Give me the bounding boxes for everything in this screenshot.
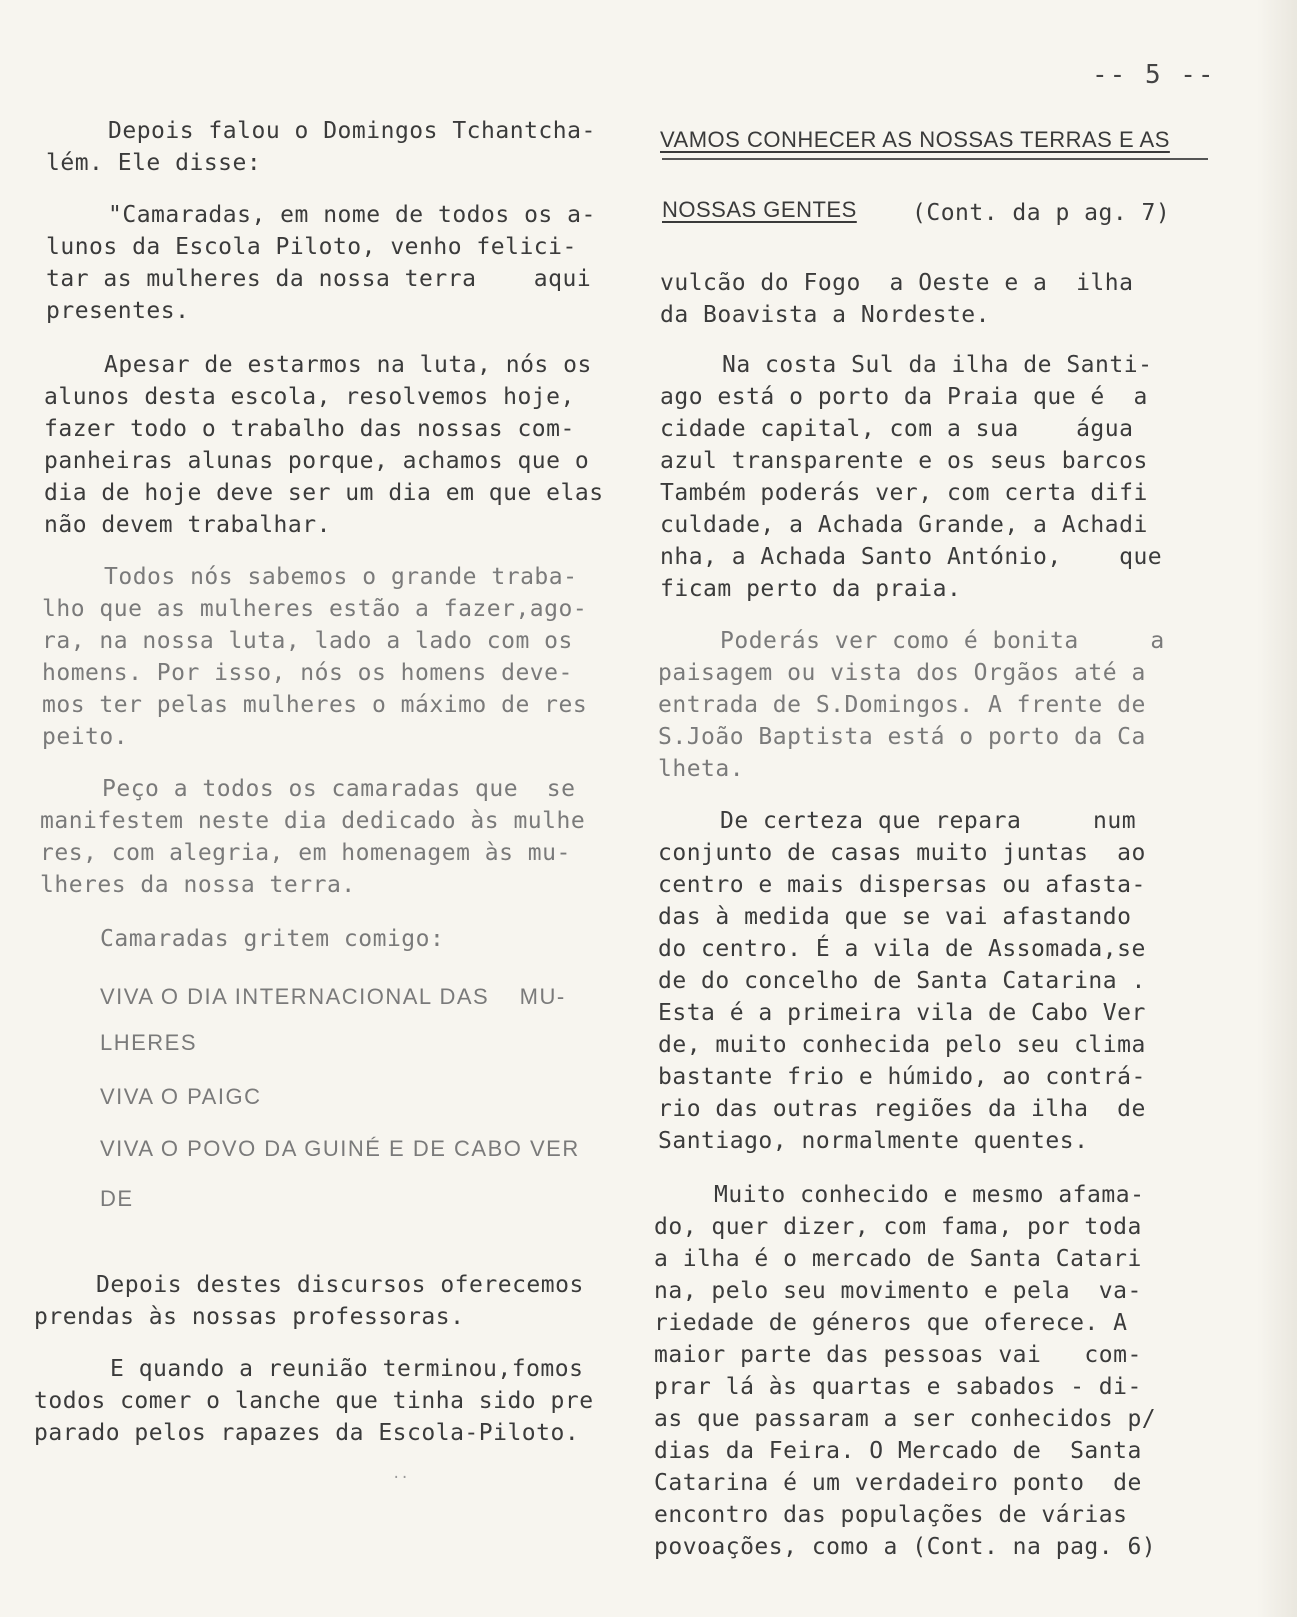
text-line: res, com alegria, em homenagem às mu- (40, 840, 571, 866)
text-line: de, muito conhecida pelo seu clima (658, 1032, 1146, 1058)
text-line: S.João Baptista está o porto da Ca (658, 724, 1146, 750)
text-line: mos ter pelas mulheres o máximo de res (42, 692, 588, 718)
text-line: não devem trabalhar. (44, 512, 331, 538)
text-line: encontro das populações de várias (654, 1502, 1128, 1528)
text-line: presentes. (46, 298, 190, 324)
decorative-dots: ·· (392, 1470, 409, 1486)
text-line: manifestem neste dia dedicado às mulhe (40, 808, 586, 834)
article-heading: VAMOS CONHECER AS NOSSAS TERRAS E AS (660, 127, 1170, 152)
page-edge-shadow (1257, 0, 1297, 1617)
cheer-line: VIVA O POVO DA GUINÉ E DE CABO VER (100, 1136, 580, 1161)
text-line: as que passaram a ser conhecidos p/ (654, 1406, 1157, 1432)
text-line: Todos nós sabemos o grande traba- (104, 564, 578, 590)
text-line: Depois destes discursos oferecemos (96, 1272, 584, 1298)
text-line: dia de hoje deve ser um dia em que elas (44, 480, 604, 506)
text-line: lém. Ele disse: (46, 150, 262, 176)
text-line: ra, na nossa luta, lado a lado com os (42, 628, 573, 654)
text-line: bastante frio e húmido, ao contrá- (658, 1064, 1146, 1090)
text-line: rio das outras regiões da ilha de (658, 1096, 1146, 1122)
text-line: todos comer o lanche que tinha sido pre (34, 1388, 594, 1414)
text-line: homens. Por isso, nós os homens deve- (42, 660, 573, 686)
text-line: conjunto de casas muito juntas ao (658, 840, 1146, 866)
text-line: Esta é a primeira vila de Cabo Ver (658, 1000, 1146, 1026)
page-number: -- 5 -- (1092, 60, 1216, 90)
text-line: peito. (42, 724, 129, 750)
text-line: Camaradas gritem comigo: (100, 926, 445, 952)
text-line: Catarina é um verdadeiro ponto de (654, 1470, 1142, 1496)
text-line: ago está o porto da Praia que é a (660, 384, 1148, 410)
text-line: lunos da Escola Piloto, venho felici- (46, 234, 577, 260)
text-line: fazer todo o trabalho das nossas com- (44, 416, 575, 442)
text-line: do centro. É a vila de Assomada,se (658, 936, 1146, 962)
text-line: E quando a reunião terminou,fomos (110, 1356, 584, 1382)
text-line: cidade capital, com a sua água (660, 416, 1134, 442)
text-line: tar as mulheres da nossa terra aqui (46, 266, 592, 292)
text-line: prar lá às quartas e sabados - di- (654, 1374, 1142, 1400)
text-line: do, quer dizer, com fama, por toda (654, 1214, 1142, 1240)
text-line: dias da Feira. O Mercado de Santa (654, 1438, 1142, 1464)
cheer-line: LHERES (100, 1030, 198, 1055)
text-line: Apesar de estarmos na luta, nós os (104, 352, 592, 378)
text-line: Na costa Sul da ilha de Santi- (722, 352, 1153, 378)
text-line: centro e mais dispersas ou afasta- (658, 872, 1146, 898)
text-line: panheiras alunas porque, achamos que o (44, 448, 590, 474)
text-line: lheres da nossa terra. (40, 872, 356, 898)
text-line: riedade de géneros que oferece. A (654, 1310, 1128, 1336)
cheer-line: VIVA O PAIGC (100, 1084, 262, 1109)
text-line: nha, a Achada Santo António, que (660, 544, 1163, 570)
text-line: da Boavista a Nordeste. (660, 302, 990, 328)
cheer-line: DE (100, 1186, 134, 1211)
text-line: Depois falou o Domingos Tchantcha- (108, 118, 596, 144)
text-line: Muito conhecido e mesmo afama- (714, 1182, 1145, 1208)
text-line: paisagem ou vista dos Orgãos até a (658, 660, 1146, 686)
text-line: "Camaradas, em nome de todos os a- (108, 202, 596, 228)
text-line: alunos desta escola, resolvemos hoje, (44, 384, 575, 410)
text-line: de do concelho de Santa Catarina . (658, 968, 1146, 994)
heading-rule (662, 158, 1208, 160)
text-line: vulcão do Fogo a Oeste e a ilha (660, 270, 1134, 296)
text-line: prendas às nossas professoras. (34, 1304, 465, 1330)
text-line: azul transparente e os seus barcos (660, 448, 1148, 474)
text-line: entrada de S.Domingos. A frente de (658, 692, 1146, 718)
cheer-line: VIVA O DIA INTERNACIONAL DAS MU- (100, 984, 566, 1009)
text-line: Também poderás ver, com certa difi (660, 480, 1148, 506)
text-line: lheta. (658, 756, 745, 782)
text-line: a ilha é o mercado de Santa Catari (654, 1246, 1142, 1272)
text-line: povoações, como a (Cont. na pag. 6) (654, 1534, 1157, 1560)
article-heading-continued: NOSSAS GENTES (662, 197, 857, 222)
text-line: ficam perto da praia. (660, 576, 962, 602)
text-line: culdade, a Achada Grande, a Achadi (660, 512, 1148, 538)
text-line: Peço a todos os camaradas que se (102, 776, 576, 802)
text-line: das à medida que se vai afastando (658, 904, 1132, 930)
text-line: Santiago, normalmente quentes. (658, 1128, 1089, 1154)
continued-from-note: (Cont. da p ag. 7) (912, 200, 1171, 226)
text-line: De certeza que repara num (720, 808, 1137, 834)
text-line: na, pelo seu movimento e pela va- (654, 1278, 1142, 1304)
text-line: Poderás ver como é bonita a (720, 628, 1165, 654)
text-line: parado pelos rapazes da Escola-Piloto. (34, 1420, 580, 1446)
text-line: lho que as mulheres estão a fazer,ago- (42, 596, 588, 622)
text-line: maior parte das pessoas vai com- (654, 1342, 1142, 1368)
